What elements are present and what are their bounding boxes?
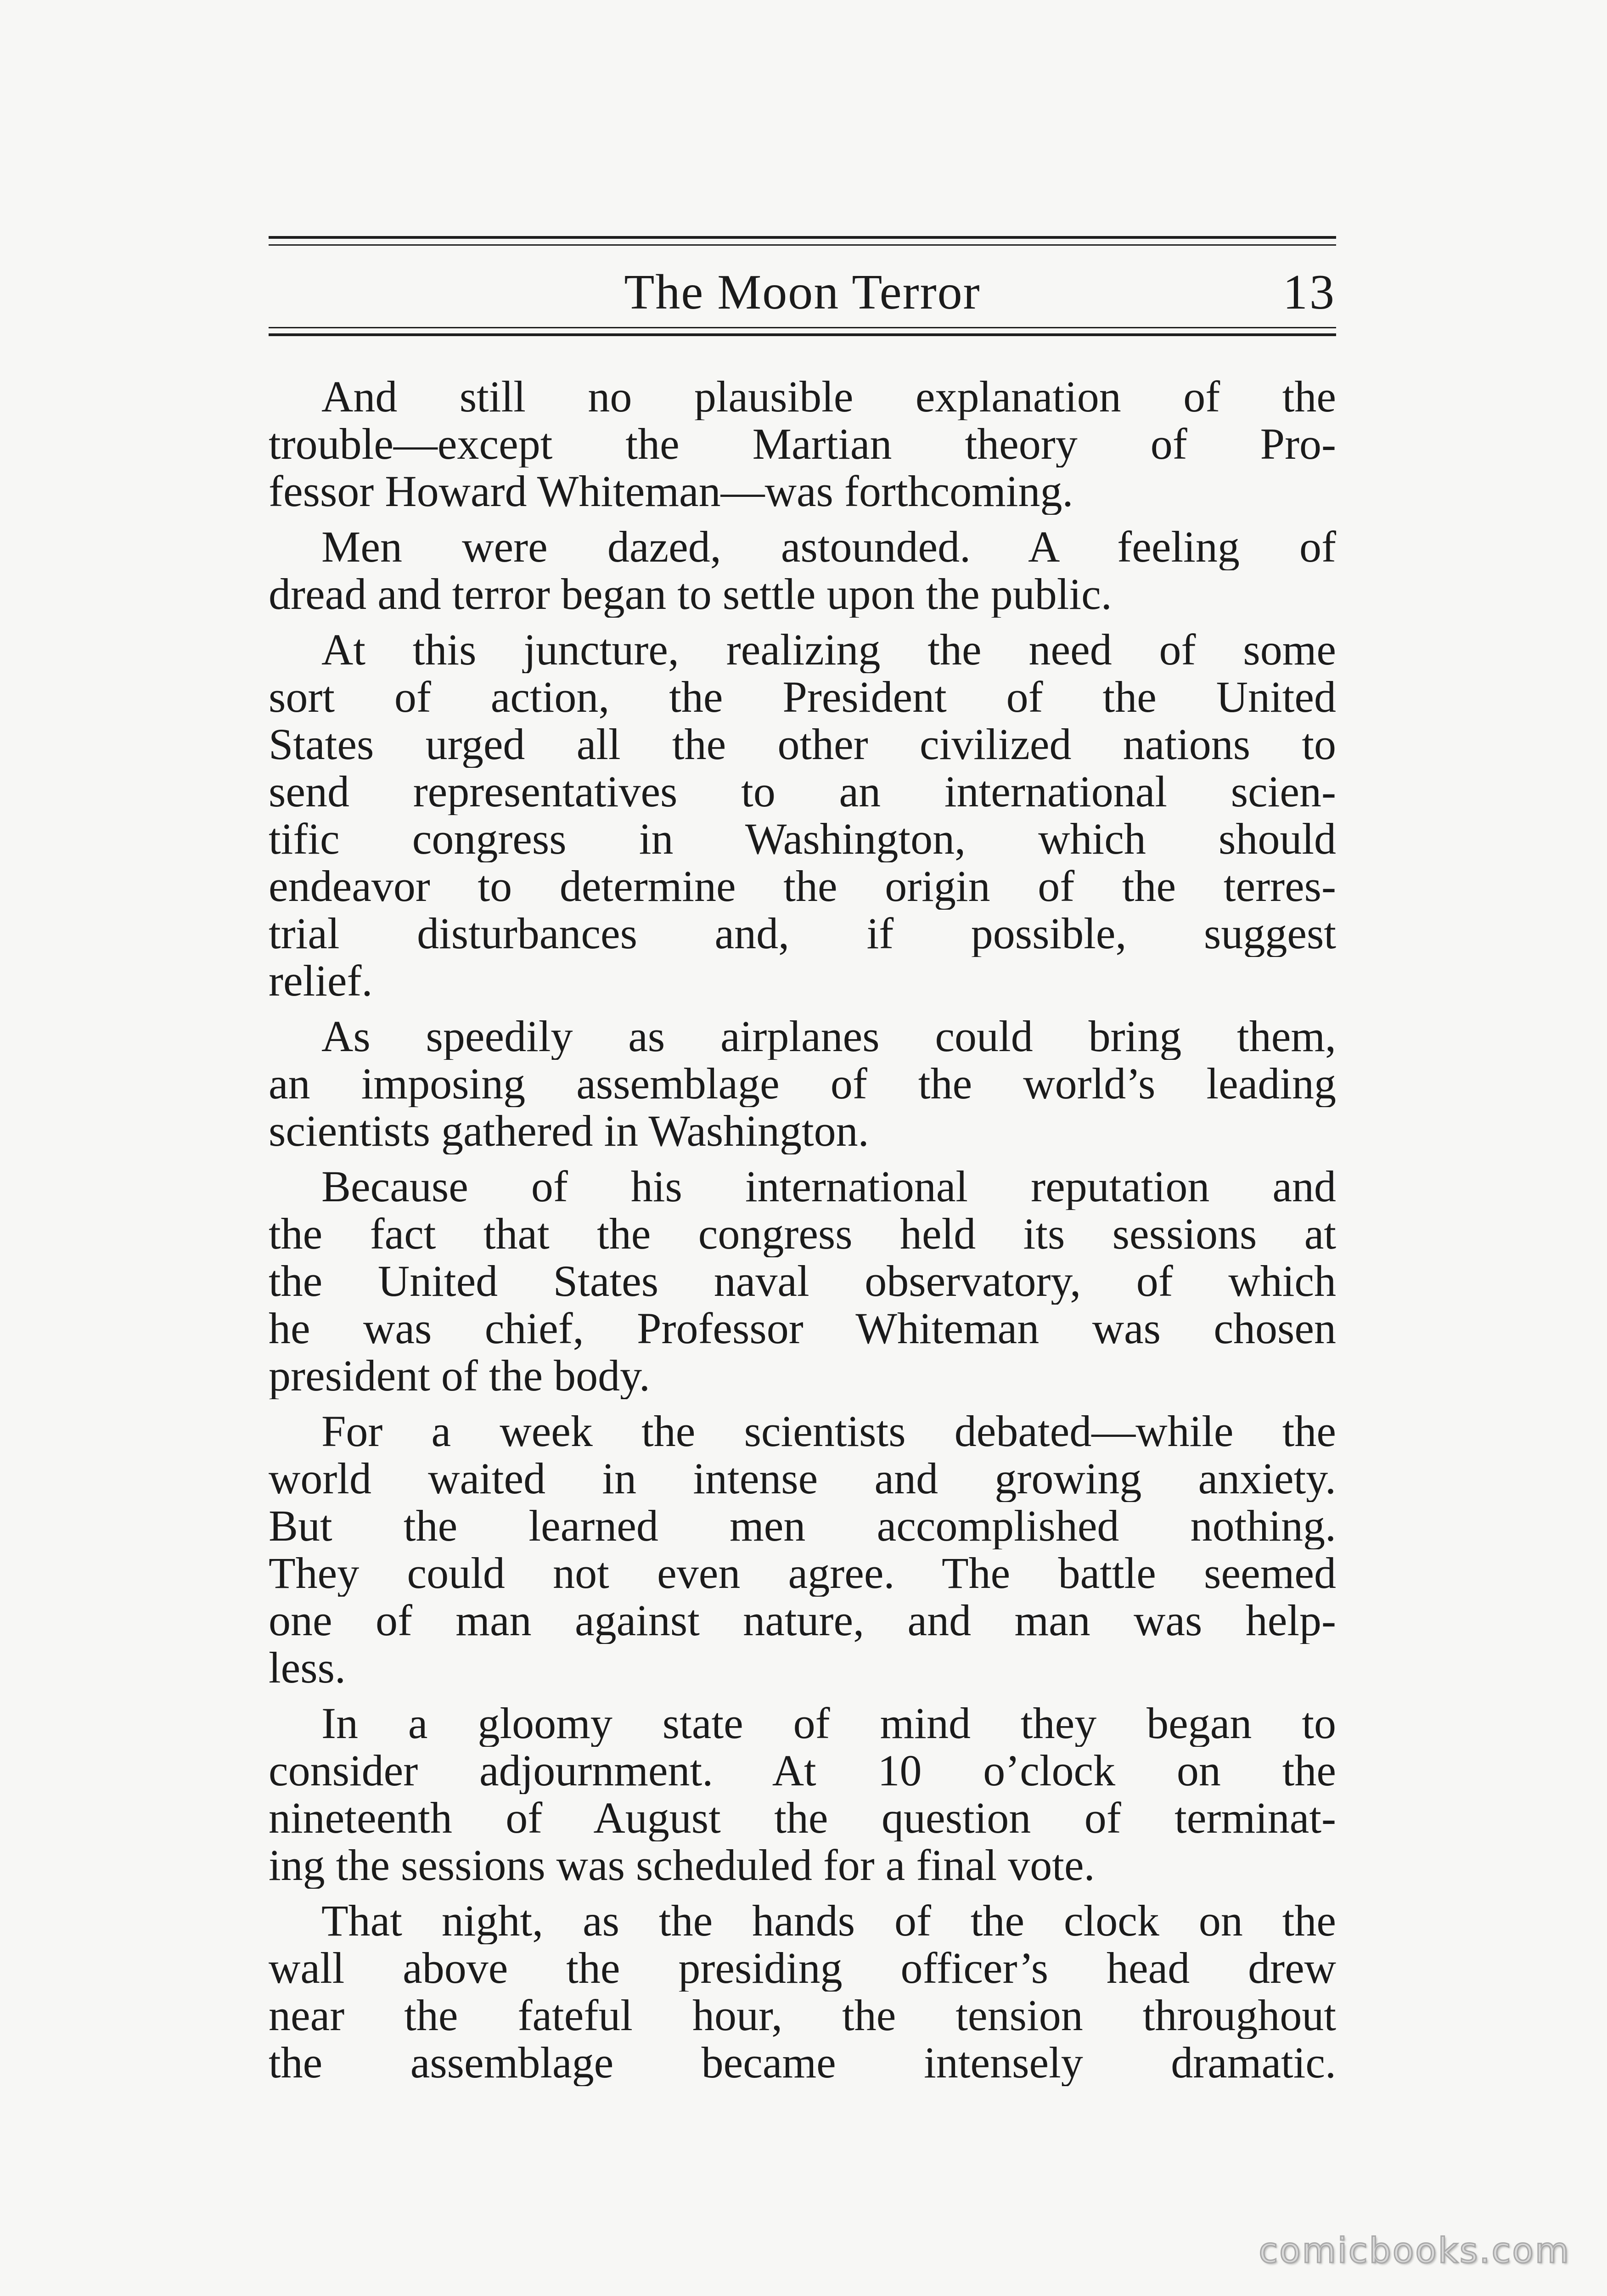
watermark: comicbooks.com (1259, 2230, 1570, 2271)
text-line: an imposing assemblage of the world’s leading (269, 1060, 1336, 1107)
text-line: That night, as the hands of the clock on the (321, 1897, 1336, 1944)
text-line: They could not even agree. The battle seemed (269, 1549, 1336, 1597)
text-line: In a gloomy state of mind they began to (321, 1699, 1336, 1747)
text-line: And still no plausible explanation of the (321, 373, 1336, 420)
paragraph (269, 373, 1336, 515)
body-text (269, 373, 1336, 2094)
page-number: 13 (1283, 265, 1336, 320)
text-line: States urged all the other civilized nations to (269, 720, 1336, 768)
running-title: The Moon Terror (624, 265, 981, 320)
text-line: president of the body. (269, 1352, 650, 1399)
text-line: Because of his international reputation and (321, 1163, 1336, 1210)
text-line: For a week the scientists debated—while the (321, 1407, 1336, 1455)
paragraph (269, 626, 1336, 1004)
paragraph (269, 1013, 1336, 1154)
text-line: endeavor to determine the origin of the terres- (269, 862, 1336, 910)
text-line: relief. (269, 957, 373, 1004)
text-line: the fact that the congress held its sessions at (269, 1210, 1336, 1257)
paragraph (269, 1163, 1336, 1399)
paragraph (269, 1699, 1336, 1889)
text-line: consider adjournment. At 10 o’clock on the (269, 1747, 1336, 1794)
text-line: But the learned men accomplished nothing. (269, 1502, 1336, 1549)
text-line: trouble—except the Martian theory of Pro- (269, 420, 1336, 467)
text-line: dread and terror began to settle upon the public. (269, 570, 1112, 618)
text-line: sort of action, the President of the United (269, 673, 1336, 720)
header-rule-top-thin (269, 244, 1336, 246)
running-head (269, 258, 1336, 327)
paragraph (269, 1407, 1336, 1691)
text-line: send representatives to an international scien- (269, 768, 1336, 815)
text-line: ing the sessions was scheduled for a final vote. (269, 1841, 1095, 1889)
text-line: the United States naval observatory, of which (269, 1257, 1336, 1305)
text-line: near the fateful hour, the tension throughout (269, 1992, 1336, 2039)
text-line: the assemblage became intensely dramatic. (269, 2039, 1336, 2086)
text-line: less. (269, 1644, 346, 1691)
text-line: world waited in intense and growing anxiety. (269, 1455, 1336, 1502)
header-rule-top-thick (269, 236, 1336, 239)
text-line: At this juncture, realizing the need of some (321, 626, 1336, 673)
header-rule-bottom-thick (269, 333, 1336, 336)
text-line: trial disturbances and, if possible, suggest (269, 910, 1336, 957)
text-line: Men were dazed, astounded. A feeling of (321, 523, 1336, 570)
text-line: scientists gathered in Washington. (269, 1107, 869, 1154)
text-line: he was chief, Professor Whiteman was chosen (269, 1305, 1336, 1352)
text-line: tific congress in Washington, which should (269, 815, 1336, 862)
text-line: fessor Howard Whiteman—was forthcoming. (269, 467, 1073, 515)
text-line: nineteenth of August the question of terminat- (269, 1794, 1336, 1841)
paragraph (269, 523, 1336, 618)
text-line: one of man against nature, and man was help- (269, 1597, 1336, 1644)
text-line: wall above the presiding officer’s head drew (269, 1944, 1336, 1992)
paragraph (269, 1897, 1336, 2086)
header-rule-bottom-thin (269, 327, 1336, 328)
text-line: As speedily as airplanes could bring them, (321, 1013, 1336, 1060)
